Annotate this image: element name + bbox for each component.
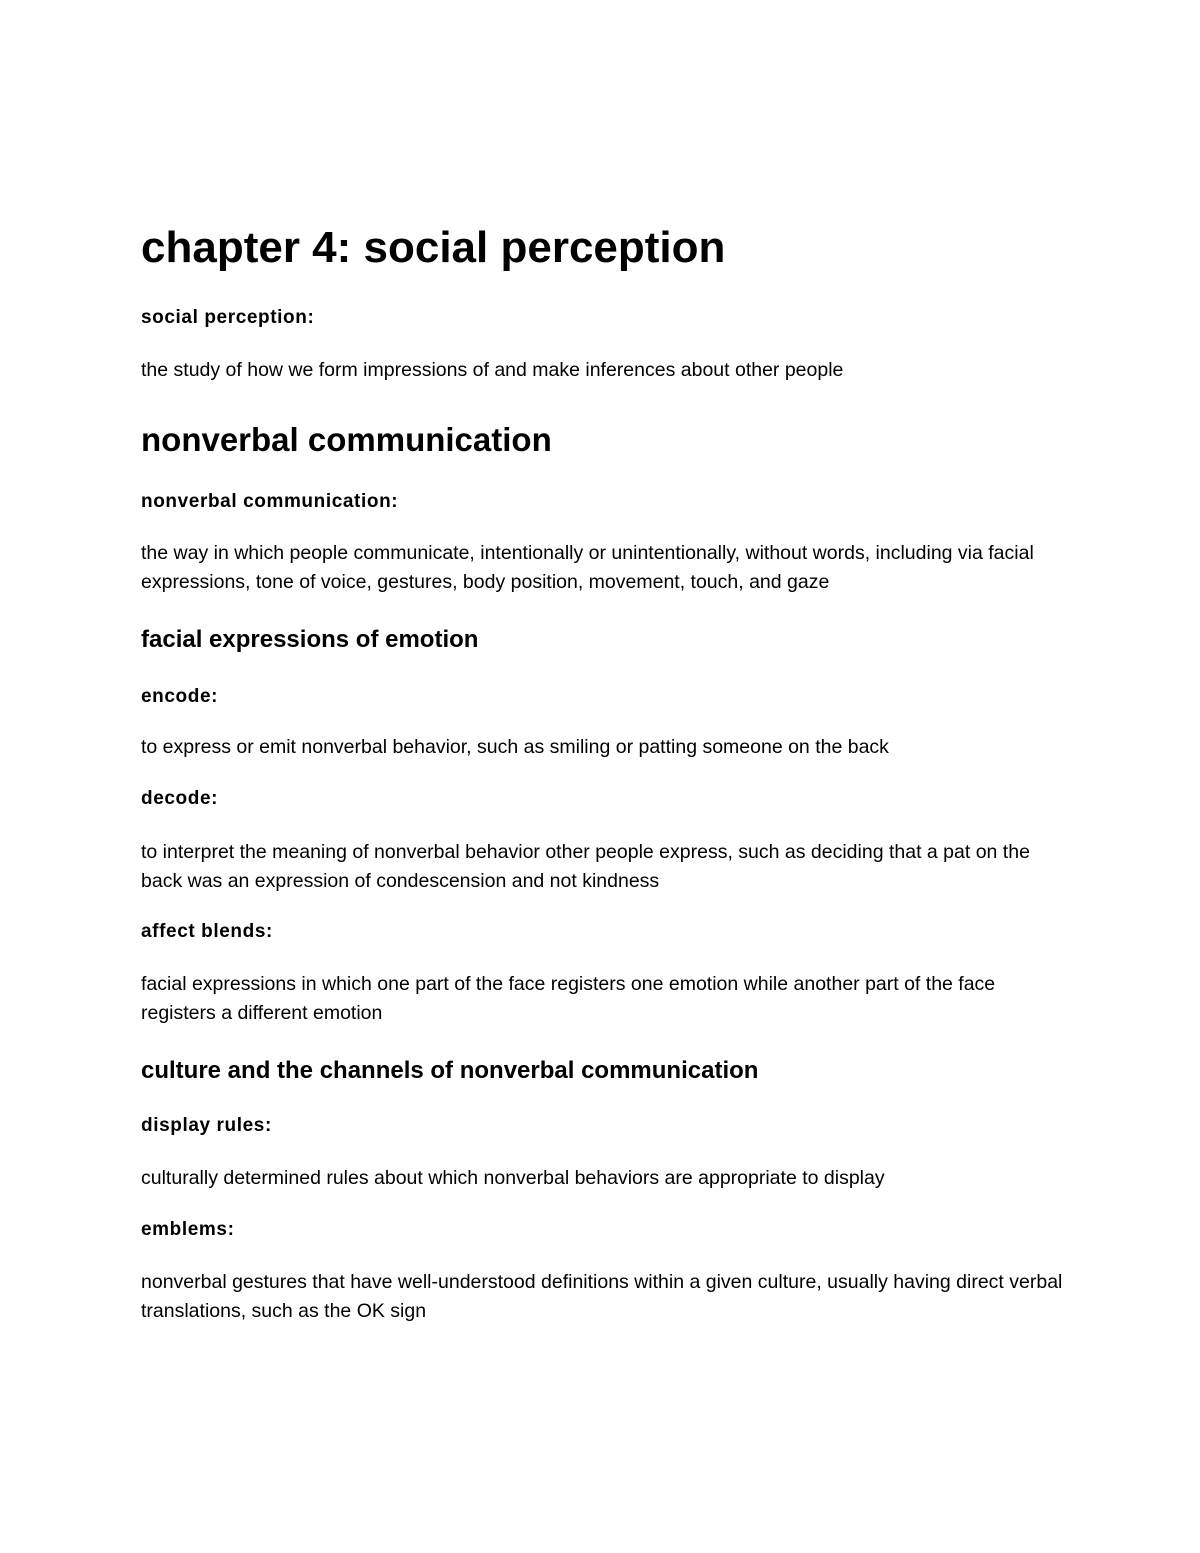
section-heading-culture-channels: culture and the channels of nonverbal communication [141, 1057, 759, 1084]
term-emblems: emblems: [141, 1219, 235, 1240]
term-display-rules: display rules: [141, 1115, 272, 1136]
definition-social-perception: the study of how we form impressions of and make inferences about other people [141, 359, 844, 381]
definition-encode: to express or emit nonverbal behavior, such as smiling or patting someone on the back [141, 736, 889, 758]
term-encode: encode: [141, 686, 219, 707]
term-decode: decode: [141, 788, 219, 809]
page-title: chapter 4: social perception [141, 223, 726, 272]
term-social-perception: social perception: [141, 307, 315, 328]
definition-nonverbal-communication: the way in which people communicate, intentionally or unintentionally, without words, including via facial expressions, tone of voice, gestures, body position, movement, touch, and gaze [141, 542, 1034, 593]
definition-affect-blends: facial expressions in which one part of the face registers one emotion while another part of the face registers a different emotion [141, 973, 996, 1024]
definition-decode: to interpret the meaning of nonverbal behavior other people express, such as deciding that a pat on the back was an expression of condescension and not kindness [141, 841, 1030, 892]
section-heading-nonverbal-communication: nonverbal communication [141, 421, 552, 458]
term-affect-blends: affect blends: [141, 921, 273, 942]
section-heading-facial-expressions: facial expressions of emotion [141, 626, 479, 653]
term-nonverbal-communication: nonverbal communication: [141, 491, 399, 512]
definition-emblems: nonverbal gestures that have well-understood definitions within a given culture, usually having direct verbal translations, such as the OK sign [141, 1271, 1063, 1322]
definition-display-rules: culturally determined rules about which nonverbal behaviors are appropriate to display [141, 1167, 885, 1189]
